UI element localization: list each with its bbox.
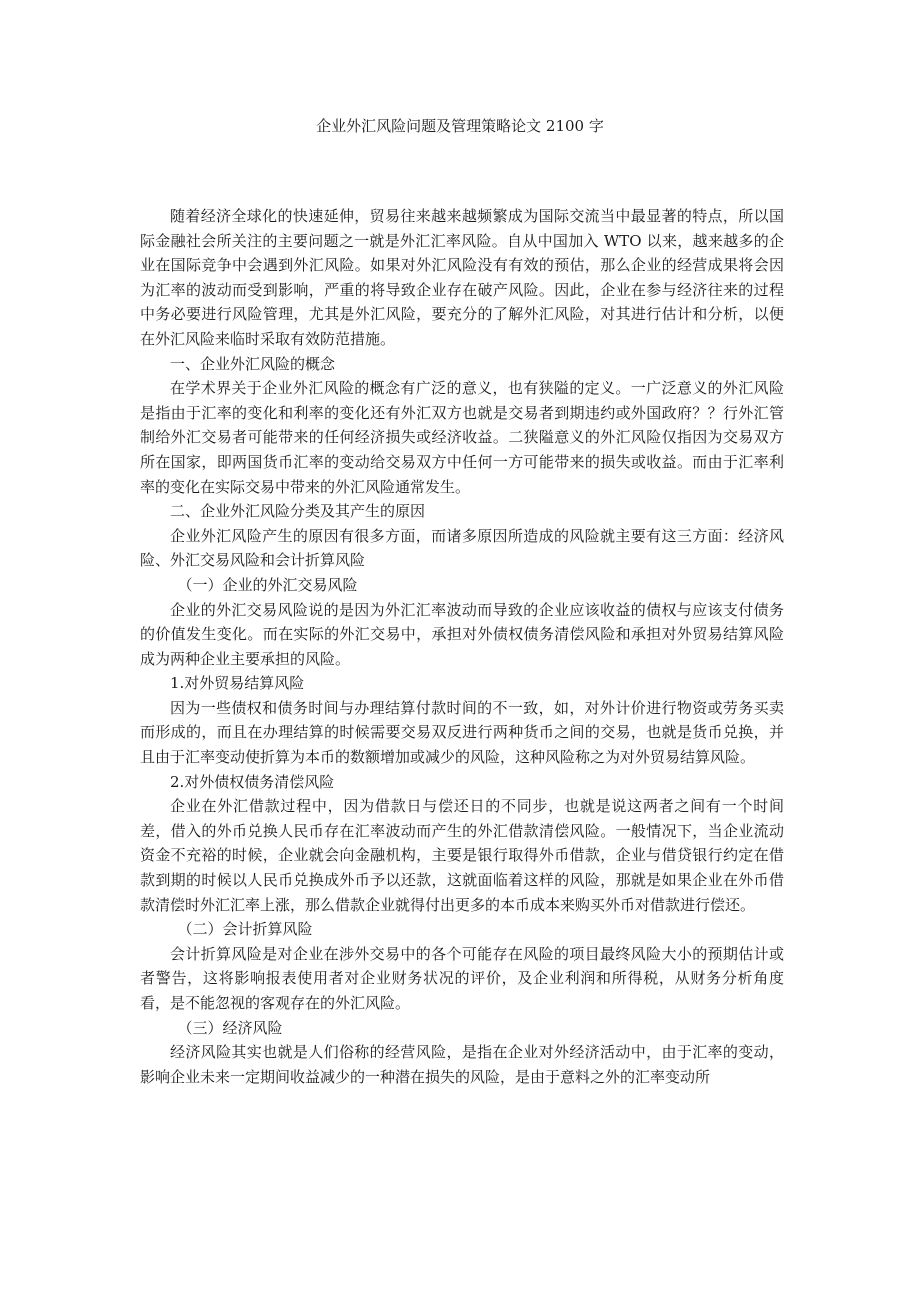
document-body bbox=[140, 204, 784, 1089]
paragraph-concept: 在学术界关于企业外汇风险的概念有广泛的意义，也有狭隘的定义。一广泛意义的外汇风险是指由于汇率的变化和利率的变化还有外汇双方也就是交易者到期违约或外国政府？？行外汇管制给外汇交易者可能带来的任何经济损失或经济收益。二狭隘意义的外汇风险仅指因为交易双方所在国家，即两国货币汇率的变动给交易双方中任何一方可能带来的损失或收益。而由于汇率利率的变化在实际交易中带来的外汇风险通常发生。 bbox=[140, 379, 784, 496]
subsubsection-heading: 1.对外贸易结算风险 bbox=[170, 674, 305, 693]
paragraph-transaction-risk: 企业的外汇交易风险说的是因为外汇汇率波动而导致的企业应该收益的债权与应该支付债务的价值发生变化。而在实际的外汇交易中，承担对外债权债务清偿风险和承担对外贸易结算风险成为两种企业主要承担的风险。 bbox=[140, 600, 784, 668]
paragraph-causes: 企业外汇风险产生的原因有很多方面，而诸多原因所造成的风险就主要有这三方面：经济风险、外汇交易风险和会计折算风险 bbox=[140, 526, 784, 570]
document-title: 企业外汇风险问题及管理策略论文 2100 字 bbox=[316, 117, 604, 135]
paragraph-intro: 随着经济全球化的快速延伸，贸易往来越来越频繁成为国际交流当中最显著的特点，所以国际金融社会所关注的主要问题之一就是外汇汇率风险。自从中国加入 WTO 以来，越来越多的企业在国际竞争中会遇到外汇风险。如果对外汇风险没有有效的预估，那么企业的经营成果将会因为汇率的波动而受到影响，严重的将导致企业存在破产风险。因此，企业在参与经济往来的过程中务必要进行风险管理，尤其是外汇风险，要充分的了解外汇风险，对其进行估计和分析，以便在外汇风险来临时采取有效防范措施。 bbox=[140, 207, 784, 348]
paragraph-accounting-risk: 会计折算风险是对企业在涉外交易中的各个可能存在风险的项目最终风险大小的预期估计或者警告，这将影响报表使用者对企业财务状况的评价，及企业利润和所得税，从财务分析角度看，是不能忽视的客观存在的外汇风险。 bbox=[140, 944, 784, 1012]
paragraph-trade-settlement: 因为一些债权和债务时间与办理结算付款时间的不一致，如，对外计价进行物资或劳务买卖而形成的，而且在办理结算的时候需要交易双反进行两种货币之间的交易，也就是货币兑换，并且由于汇率变动使折算为本币的数额增加或减少的风险，这种风险称之为对外贸易结算风险。 bbox=[140, 698, 784, 767]
subsection-heading: （三）经济风险 bbox=[177, 1018, 283, 1037]
section-heading: 二、企业外汇风险分类及其产生的原因 bbox=[170, 502, 426, 521]
subsection-heading: （二）会计折算风险 bbox=[177, 920, 313, 939]
section-heading: 一、企业外汇风险的概念 bbox=[170, 354, 336, 373]
subsubsection-heading: 2.对外债权债务清偿风险 bbox=[170, 772, 335, 791]
subsection-heading: （一）企业的外汇交易风险 bbox=[177, 575, 358, 594]
paragraph-economic-risk: 经济风险其实也就是人们俗称的经营风险，是指在企业对外经济活动中，由于汇率的变动，影响企业未来一定期间收益减少的一种潜在损失的风险，是由于意料之外的汇率变动所 bbox=[140, 1043, 784, 1086]
paragraph-debt-repayment: 企业在外汇借款过程中，因为借款日与偿还日的不同步，也就是说这两者之间有一个时间差，借入的外币兑换人民币存在汇率波动而产生的外汇借款清偿风险。一般情况下，当企业流动资金不充裕的时候，企业就会向金融机构，主要是银行取得外币借款，企业与借贷银行约定在借款到期的时候以人民币兑换成外币予以还款，这就面临着这样的风险，那就是如果企业在外币借款清偿时外汇汇率上涨，那么借款企业就得付出更多的本币成本来购买外币对借款进行偿还。 bbox=[140, 797, 784, 914]
